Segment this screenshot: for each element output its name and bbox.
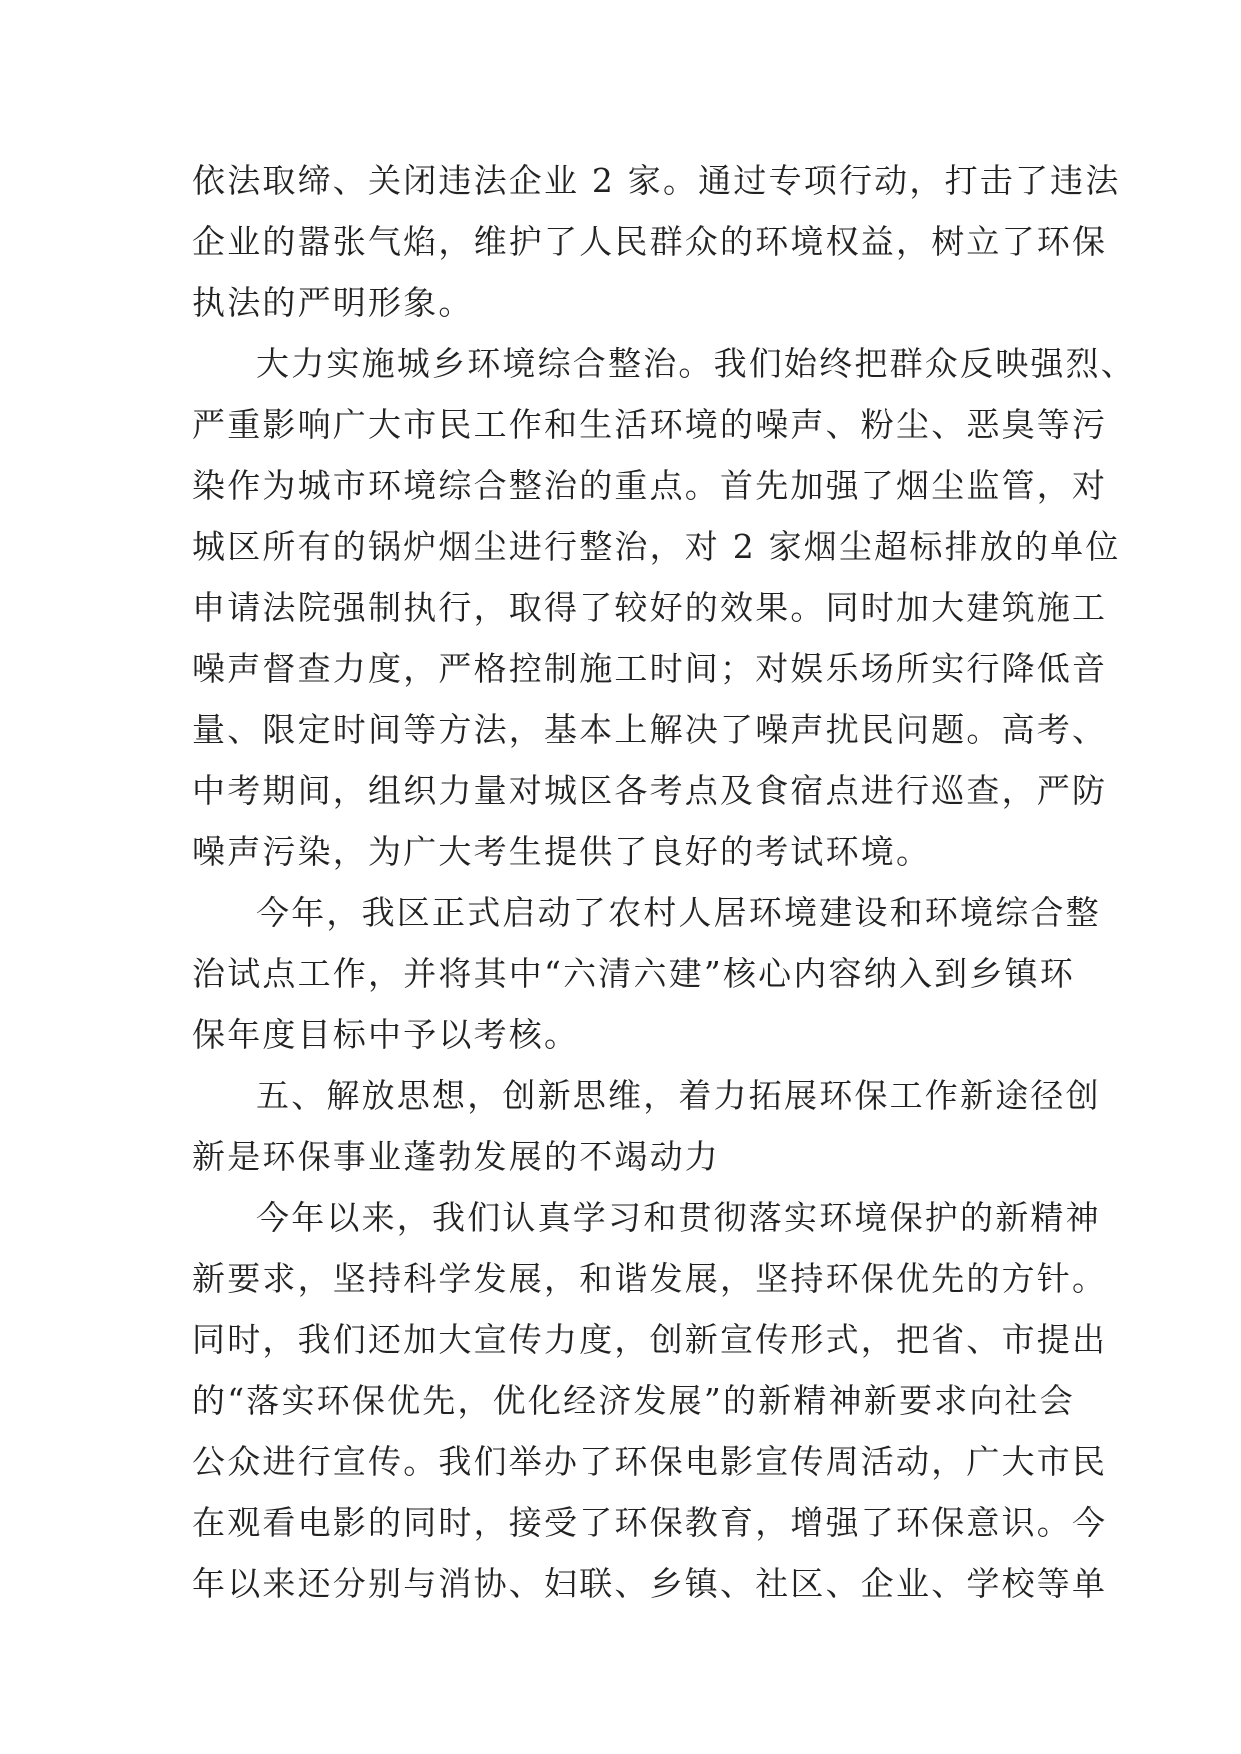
- paragraph-first-line: 今年以来，我们认真学习和贯彻落实环境保护的新精神: [256, 1198, 1101, 1237]
- text-line: 年以来还分别与消协、妇联、乡镇、社区、企业、学校等单: [192, 1564, 1108, 1603]
- paragraph-first-line: 大力实施城乡环境综合整治。我们始终把群众反映强烈、: [256, 344, 1136, 383]
- paragraph-first-line: 今年，我区正式启动了农村人居环境建设和环境综合整: [256, 893, 1101, 932]
- text-line: 严重影响广大市民工作和生活环境的噪声、粉尘、恶臭等污: [192, 405, 1108, 444]
- text-line: 的“落实环保优先，优化经济发展”的新精神新要求向社会: [192, 1381, 1075, 1420]
- text-line: 染作为城市环境综合整治的重点。首先加强了烟尘监管，对: [192, 466, 1108, 505]
- text-line: 中考期间，组织力量对城区各考点及食宿点进行巡查，严防: [192, 771, 1108, 810]
- text-line: 保年度目标中予以考核。: [192, 1015, 580, 1054]
- text-line: 噪声污染，为广大考生提供了良好的考试环境。: [192, 832, 932, 871]
- text-line: 申请法院强制执行，取得了较好的效果。同时加大建筑施工: [192, 588, 1108, 627]
- text-line: 同时，我们还加大宣传力度，创新宣传形式，把省、市提出: [192, 1320, 1108, 1359]
- text-line: 城区所有的锅炉烟尘进行整治，对 2 家烟尘超标排放的单位: [192, 527, 1121, 566]
- text-line: 治试点工作，并将其中“六清六建”核心内容纳入到乡镇环: [192, 954, 1075, 993]
- text-line: 新要求，坚持科学发展，和谐发展，坚持环保优先的方针。: [192, 1259, 1108, 1298]
- section-heading-line: 新是环保事业蓬勃发展的不竭动力: [192, 1137, 720, 1176]
- text-line: 噪声督查力度，严格控制施工时间；对娱乐场所实行降低音: [192, 649, 1108, 688]
- text-line: 在观看电影的同时，接受了环保教育，增强了环保意识。今: [192, 1503, 1108, 1542]
- section-heading-line: 五、解放思想，创新思维，着力拓展环保工作新途径创: [256, 1076, 1101, 1115]
- text-line: 公众进行宣传。我们举办了环保电影宣传周活动，广大市民: [192, 1442, 1108, 1481]
- text-line: 执法的严明形象。: [192, 283, 474, 322]
- text-line: 依法取缔、关闭违法企业 2 家。通过专项行动，打击了违法: [192, 161, 1121, 200]
- text-line: 企业的嚣张气焰，维护了人民群众的环境权益，树立了环保: [192, 222, 1108, 261]
- body-text: [192, 150, 1136, 1614]
- text-line: 量、限定时间等方法，基本上解决了噪声扰民问题。高考、: [192, 710, 1108, 749]
